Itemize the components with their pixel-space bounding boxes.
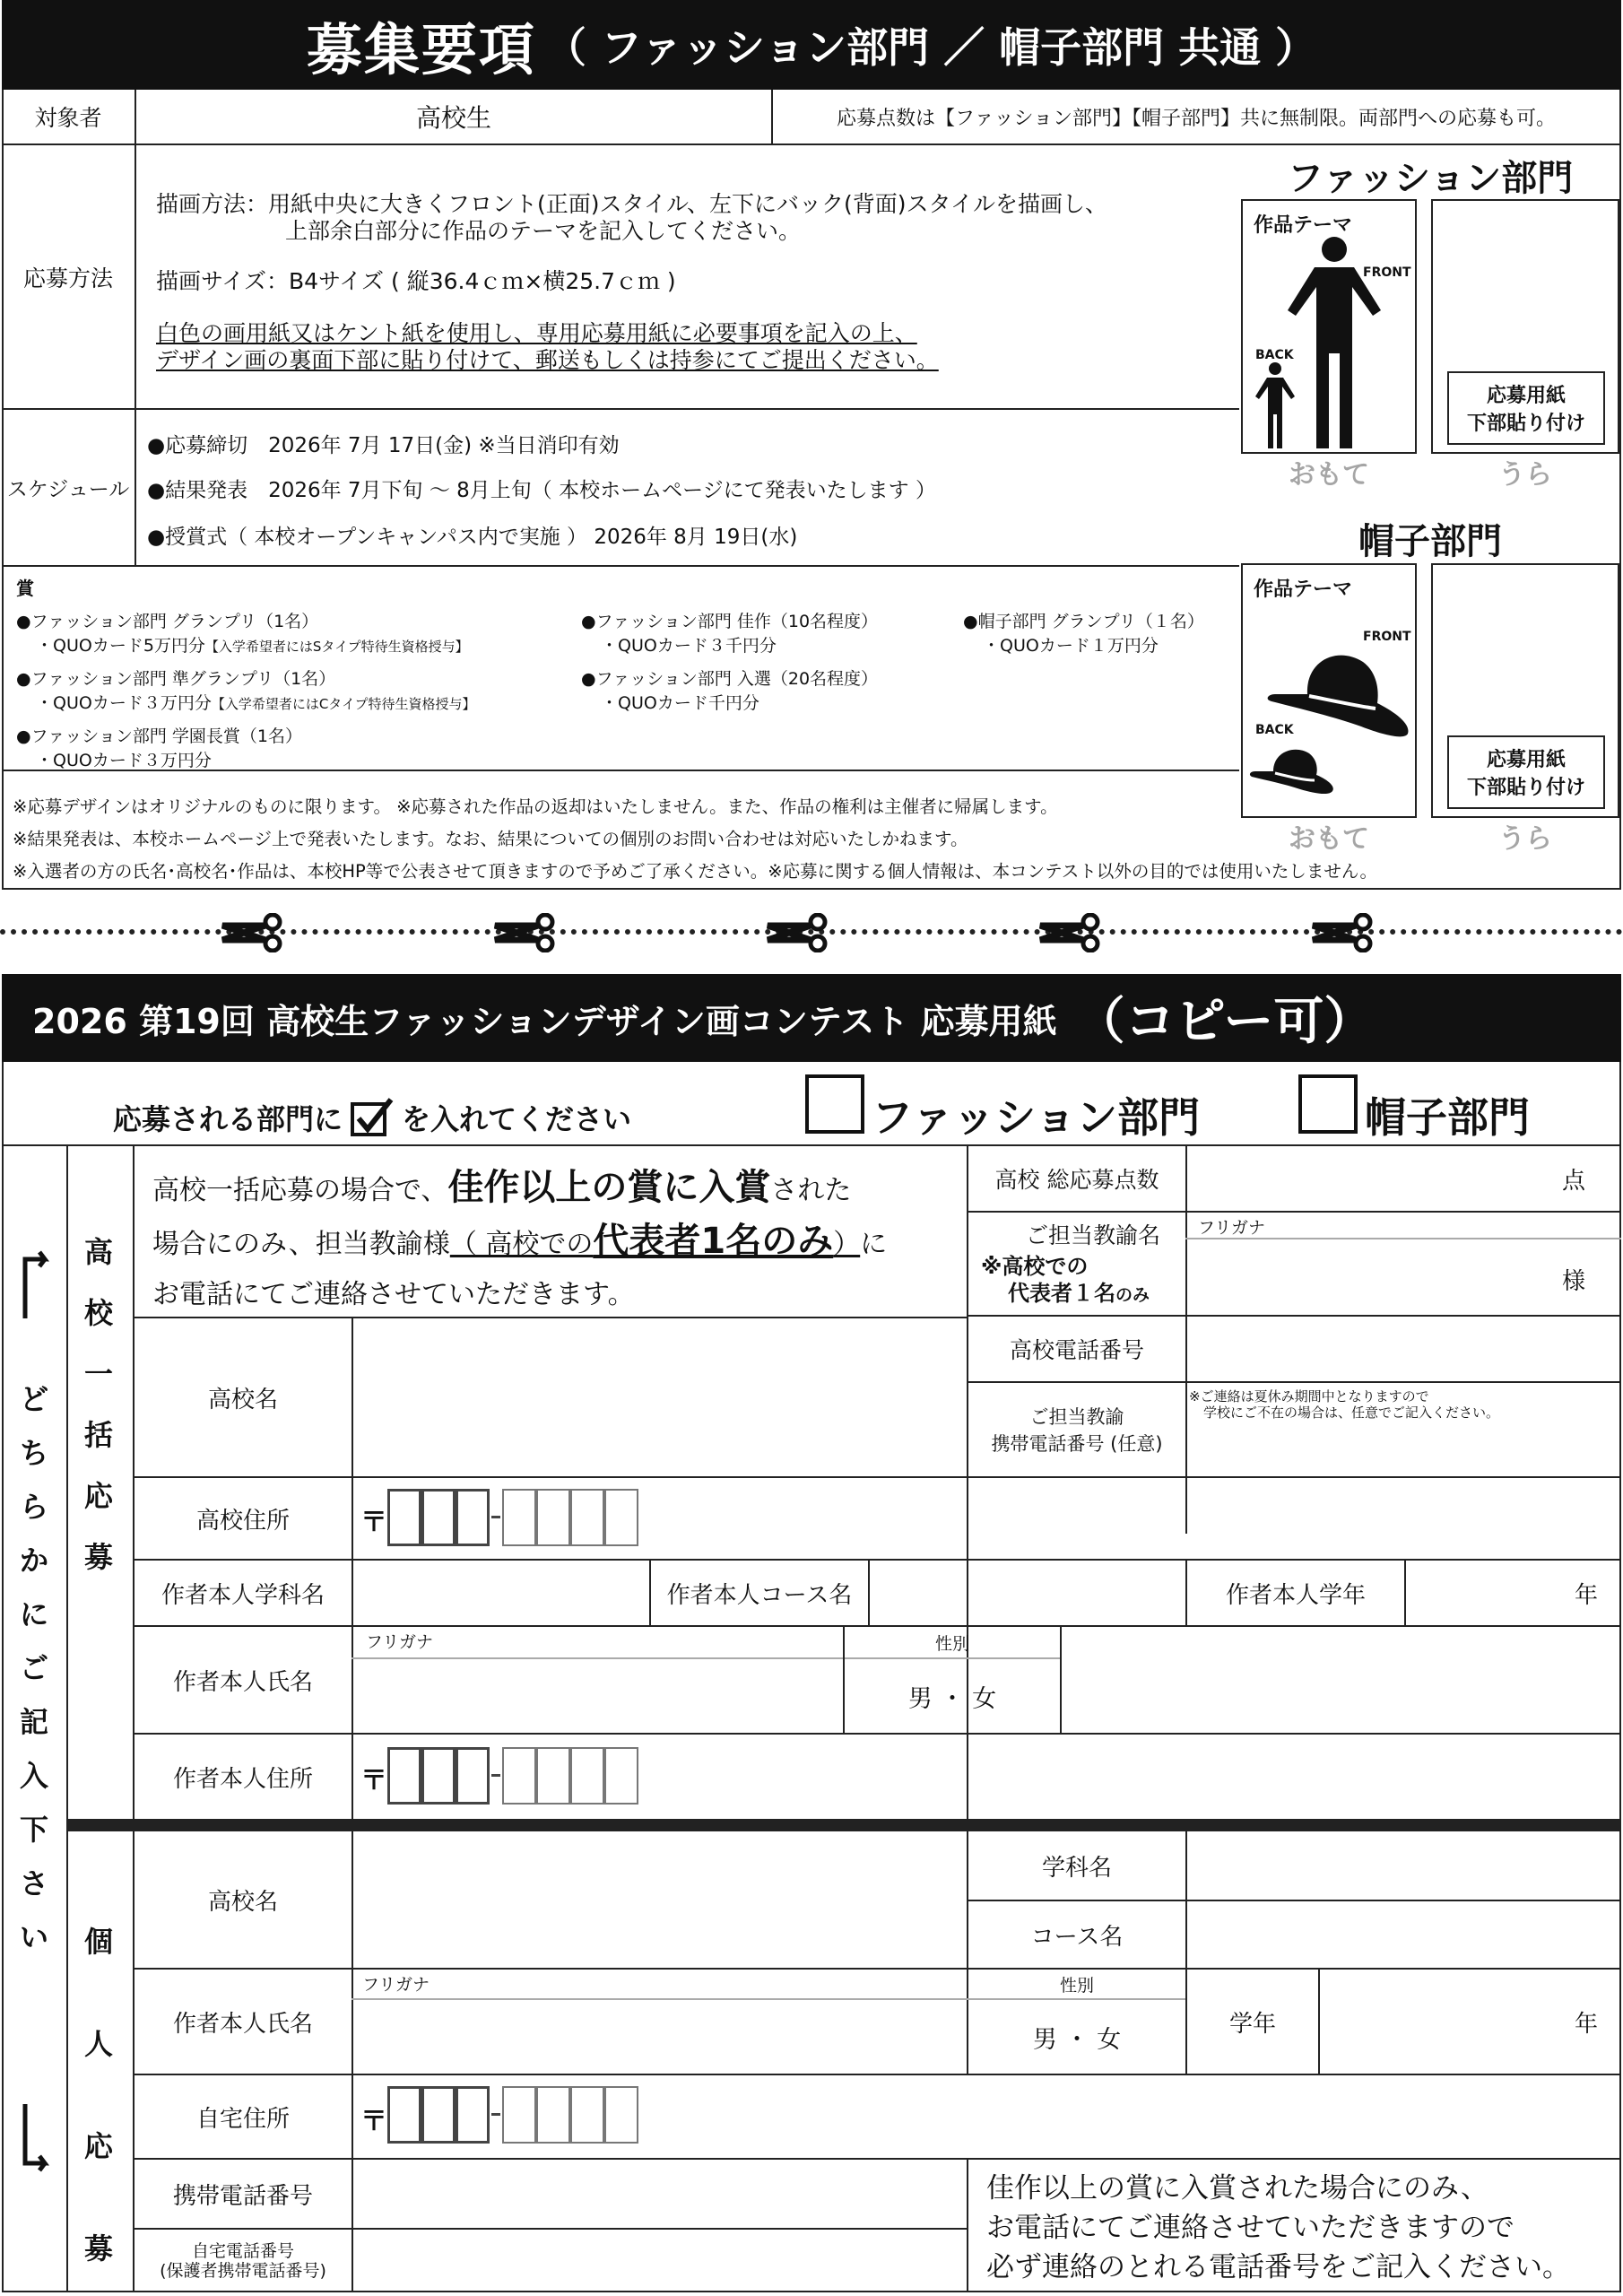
- guidelines-header: [2, 0, 1621, 90]
- method-label: 応募方法: [22, 265, 113, 291]
- back-figure-icon: [1248, 362, 1302, 452]
- award-1: [16, 608, 469, 657]
- teacher-name-input[interactable]: [1187, 1239, 1621, 1315]
- back-hat-icon: [1248, 741, 1338, 800]
- ind-name-furigana-label: フリガナ: [362, 1975, 430, 1995]
- hat-front-label: FRONT: [1363, 630, 1411, 644]
- fashion-back-sheet: [1431, 199, 1619, 454]
- zip-mark: 〒: [360, 1507, 387, 1538]
- ind-school-input[interactable]: [353, 1831, 967, 1968]
- individual-label: 個人応募: [83, 1925, 113, 2266]
- scissors-icon: [219, 913, 291, 952]
- award-3-name: ●ファッション部門 学園長賞（1名）: [16, 726, 302, 746]
- group-text-1: 高校一括応募の場合で、: [152, 1175, 448, 1206]
- group-text-emphasis-2: 代表者1名のみ: [593, 1221, 834, 1262]
- entry-count-note: 応募点数は【ファッション部門】【帽子部門】共に無制限。両部門への応募も可。: [836, 107, 1557, 130]
- arrow-end-icon: [16, 2100, 52, 2172]
- teacher-label: ご担当教諭名: [1026, 1222, 1161, 1248]
- hat-paste-line2: 下部貼り付け: [1466, 777, 1585, 799]
- address-input[interactable]: [353, 1735, 1621, 1819]
- division-instruction-pre: 応募される部門に: [113, 1102, 343, 1136]
- note-3: ※入選者の方の氏名･高校名･作品は、本校HP等で公表させて頂きますので予めご了承ください。※応募に関する個人情報は、本コンテスト以外の目的では使用いたしません。: [13, 861, 1377, 882]
- hat-back-sheet: [1431, 563, 1619, 818]
- method-line-2: 上部余白部分に作品のテーマを記入してください。: [285, 218, 802, 244]
- award-2-note: 【入学希望者にはCタイプ特待生資格授与】: [211, 696, 476, 712]
- teacher-furigana-label: フリガナ: [1198, 1218, 1266, 1238]
- award-2: [16, 665, 476, 714]
- dept-input[interactable]: [353, 1561, 649, 1625]
- zip-mark: 〒: [360, 2106, 387, 2137]
- ind-dept-input[interactable]: [1187, 1831, 1621, 1900]
- ind-gender-options[interactable]: 男 ・ 女: [1032, 2025, 1122, 2054]
- course-label: 作者本人コース名: [666, 1581, 853, 1609]
- name-input[interactable]: [353, 1659, 843, 1733]
- award-1-note: 【入学希望者にはSタイプ特待生資格授与】: [204, 639, 469, 655]
- division-select-row: [113, 1091, 631, 1144]
- zip-mark: 〒: [360, 1765, 387, 1796]
- ind-home-phone-input[interactable]: [353, 2230, 967, 2292]
- award-5: [581, 665, 878, 714]
- division-instruction-post: を入れてください: [402, 1102, 632, 1136]
- dept-label: 作者本人学科名: [161, 1581, 325, 1609]
- fashion-theme-label: 作品テーマ: [1254, 214, 1353, 237]
- fashion-division-label: ファッション部門: [872, 1093, 1201, 1142]
- name-furigana-label: フリガナ: [366, 1632, 434, 1652]
- arrow-down-icon: [16, 1250, 52, 1322]
- teacher-note-2: 代表者１名: [1008, 1281, 1115, 1306]
- scissors-icon: [764, 913, 836, 952]
- award-6-name: ●帽子部門 グランプリ（１名）: [963, 612, 1204, 631]
- checkmark-icon: [350, 1097, 395, 1138]
- total-count-input[interactable]: [1187, 1146, 1621, 1211]
- award-2-prize: ・QUOカード３万円分: [36, 693, 212, 713]
- fashion-diagram-title: ファッション部門: [1287, 157, 1574, 199]
- form-title: 2026 第19回 高校生ファッションデザイン画コンテスト 応募用紙: [32, 1001, 1057, 1041]
- awards-label: 賞: [16, 578, 34, 599]
- school-address-input[interactable]: [353, 1478, 1621, 1559]
- name-label: 作者本人氏名: [172, 1668, 313, 1696]
- teacher-mobile-note-1: ※ご連絡は夏休み期間中となりますので: [1189, 1388, 1429, 1405]
- group-label: 高校一括応募: [83, 1235, 113, 1574]
- group-text-5: お電話にてご連絡させていただきます。: [152, 1279, 635, 1310]
- schedule-label: スケジュール: [6, 478, 130, 501]
- teacher-mobile-label: [968, 1383, 1185, 1476]
- award-5-prize: ・QUOカード千円分: [601, 693, 759, 713]
- paper-line-2: デザイン画の裏面下部に貼り付けて、郵送もしくは持参にてご提出ください。: [156, 347, 939, 373]
- group-contact-text: [152, 1162, 959, 1320]
- award-4-prize: ・QUOカード３千円分: [601, 636, 777, 656]
- fashion-division-checkbox[interactable]: [805, 1074, 864, 1134]
- total-count-unit: 点: [1562, 1168, 1586, 1195]
- scissors-icon: [491, 913, 563, 952]
- total-count-label: 高校 総応募点数: [994, 1167, 1159, 1193]
- grade-label: 作者本人学年: [1225, 1581, 1366, 1609]
- target-value: 高校生: [415, 103, 491, 133]
- front-hat-icon: [1264, 644, 1413, 741]
- section-divider: [66, 1819, 1621, 1831]
- scissors-icon: [1037, 913, 1108, 952]
- hat-front-sheet: [1241, 563, 1417, 818]
- ind-home-label: 自宅住所: [195, 2105, 290, 2133]
- fashion-omote-label: おもて: [1289, 459, 1369, 491]
- teacher-mobile-label-1: ご担当教諭: [1029, 1406, 1124, 1428]
- hat-ura-label: うら: [1498, 823, 1552, 855]
- postal-code-boxes[interactable]: [387, 1489, 647, 1552]
- award-3-prize: ・QUOカード３万円分: [36, 751, 212, 770]
- ind-contact-note-1: 佳作以上の賞に入賞された場合にのみ、: [986, 2172, 1488, 2205]
- group-text-paren: （ 高校での: [449, 1229, 594, 1260]
- ind-mobile-label: 携帯電話番号: [172, 2182, 313, 2210]
- teacher-mobile-label-2: 携帯電話番号 (任意): [991, 1433, 1163, 1455]
- gender-label: 性別: [934, 1633, 969, 1654]
- ind-contact-note-3: 必ず連絡のとれる電話番号をご記入ください。: [986, 2251, 1570, 2283]
- award-1-name: ●ファッション部門 グランプリ（1名）: [16, 612, 319, 631]
- ind-grade-label: 学年: [1228, 2010, 1276, 2038]
- note-2: ※結果発表は、本校ホームページ上で発表いたします。なお、結果についての個別のお問い合わせは対応いたしかねます。: [13, 829, 968, 849]
- ind-mobile-input[interactable]: [353, 2160, 967, 2228]
- ind-name-label: 作者本人氏名: [172, 2010, 313, 2038]
- schedule-item-3: ●授賞式（ 本校オープンキャンパス内で実施 ） 2026年 8月 19日(水): [147, 526, 798, 549]
- award-2-name: ●ファッション部門 準グランプリ（1名）: [16, 669, 336, 689]
- scissors-icon: [1309, 913, 1381, 952]
- award-3: [16, 723, 302, 771]
- note-1: ※応募デザインはオリジナルのものに限ります。 ※応募された作品の返却はいたしません。また、作品の権利は主催者に帰属します。: [13, 796, 1058, 817]
- hat-division-label: 帽子部門: [1365, 1093, 1530, 1142]
- fashion-paste-box: [1447, 371, 1605, 445]
- group-text-2: された: [770, 1175, 852, 1206]
- award-4-name: ●ファッション部門 佳作（10名程度）: [581, 612, 879, 631]
- teacher-note-3: のみ: [1115, 1285, 1150, 1305]
- school-name-input[interactable]: [353, 1318, 967, 1476]
- fashion-front-label: FRONT: [1363, 265, 1411, 280]
- hat-omote-label: おもて: [1289, 823, 1369, 855]
- schedule-item-2: ●結果発表 2026年 7月下旬 ～ 8月上旬（ 本校ホームページにて発表いたします ）: [147, 479, 936, 502]
- ind-home-phone-label-1: 自宅電話番号: [191, 2241, 294, 2261]
- hat-diagram-title: 帽子部門: [1358, 520, 1502, 562]
- hat-theme-label: 作品テーマ: [1254, 578, 1353, 601]
- group-text-emphasis: 佳作以上の賞に入賞: [447, 1167, 771, 1208]
- target-label: 対象者: [34, 105, 102, 131]
- size-line: 描画サイズ：B4サイズ ( 縦36.4ｃｍ×横25.7ｃｍ ): [156, 268, 676, 294]
- ind-home-input[interactable]: [353, 2075, 1621, 2158]
- award-6-prize: ・QUOカード１万円分: [983, 636, 1159, 656]
- award-4: [581, 608, 878, 657]
- teacher-mobile-note-2: 学校にご不在の場合は、任意でご記入ください。: [1203, 1405, 1500, 1421]
- teacher-name-label: [968, 1213, 1185, 1315]
- fashion-back-label: BACK: [1255, 348, 1294, 362]
- school-phone-label: 高校電話番号: [1009, 1337, 1144, 1363]
- award-1-prize: ・QUOカード5万円分: [36, 636, 205, 656]
- group-text-paren-close: ）: [833, 1229, 861, 1260]
- teacher-note-1: ※高校での: [981, 1254, 1089, 1279]
- school-name-label: 高校名: [207, 1386, 278, 1413]
- ind-name-input[interactable]: [353, 2000, 967, 2074]
- ind-home-phone-label-2: (保護者携帯電話番号): [160, 2261, 326, 2281]
- postal-code-boxes[interactable]: [387, 1747, 647, 1810]
- school-phone-input[interactable]: [1187, 1317, 1621, 1381]
- course-input[interactable]: [870, 1561, 1185, 1625]
- grade-unit: 年: [1575, 1582, 1599, 1609]
- teacher-sama: 様: [1562, 1268, 1586, 1295]
- ind-dept-label: 学科名: [1041, 1854, 1112, 1882]
- gender-options[interactable]: 男 ・ 女: [907, 1684, 997, 1713]
- fashion-ura-label: うら: [1498, 459, 1552, 491]
- paper-line-1: 白色の画用紙又はケント紙を使用し、専用応募用紙に必要事項を記入の上、: [156, 320, 917, 346]
- fashion-paste-line1: 応募用紙: [1486, 385, 1566, 407]
- award-6: [963, 608, 1204, 657]
- group-text-3: 場合にのみ、担当教諭様: [152, 1229, 450, 1260]
- guidelines-title: 募集要項: [306, 16, 536, 83]
- side-note: どちらかにご記入下さい: [19, 1382, 48, 1954]
- ind-school-label: 高校名: [207, 1888, 278, 1916]
- ind-course-label: コース名: [1030, 1923, 1124, 1951]
- ind-gender-label: 性別: [1059, 1975, 1094, 1996]
- teacher-mobile-input[interactable]: [1187, 1422, 1621, 1476]
- hat-division-checkbox[interactable]: [1298, 1074, 1358, 1134]
- address-label: 作者本人住所: [172, 1765, 313, 1793]
- award-5-name: ●ファッション部門 入選（20名程度）: [581, 669, 879, 689]
- guidelines-subtitle: （ ファッション部門 ／ 帽子部門 共通 ）: [544, 23, 1317, 72]
- postal-code-boxes[interactable]: [387, 2086, 647, 2149]
- method-line-1: 描画方法：用紙中央に大きくフロント(正面)スタイル、左下にバック(背面)スタイルを描画し、: [156, 191, 1108, 217]
- ind-grade-unit: 年: [1575, 2011, 1599, 2038]
- fashion-paste-line2: 下部貼り付け: [1466, 413, 1585, 435]
- fashion-front-sheet: [1241, 199, 1417, 454]
- ind-course-input[interactable]: [1187, 1901, 1621, 1968]
- school-address-label: 高校住所: [195, 1507, 290, 1535]
- ind-contact-note: [986, 2169, 1570, 2287]
- group-text-4: に: [860, 1229, 888, 1260]
- schedule-item-1: ●応募締切 2026年 7月 17日(金) ※当日消印有効: [147, 434, 620, 457]
- ind-contact-note-2: お電話にてご連絡させていただきますので: [986, 2212, 1515, 2244]
- form-header: [2, 974, 1621, 1062]
- ind-home-phone-label: [135, 2230, 352, 2292]
- hat-paste-line1: 応募用紙: [1486, 749, 1566, 771]
- hat-paste-box: [1447, 735, 1605, 809]
- hat-back-label: BACK: [1255, 723, 1294, 737]
- form-copy-ok: （コピー可）: [1074, 993, 1375, 1051]
